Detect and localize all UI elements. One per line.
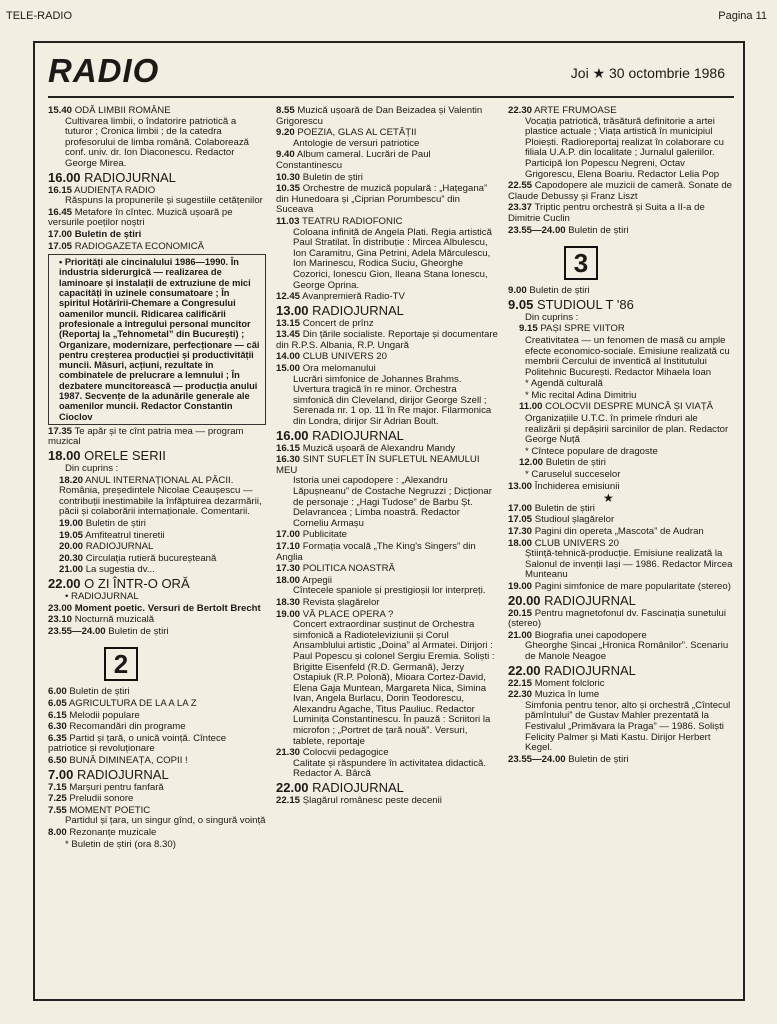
program-time: 20.15 (508, 607, 533, 619)
section-title: RADIO (48, 52, 160, 89)
program-entry (48, 840, 266, 851)
program-description: Antologie de versuri patriotice (293, 137, 420, 149)
program-title: Partid și țară, o unică voință. Cîntece patriotice și revoluționare (48, 732, 227, 755)
program-entry (276, 444, 498, 455)
program-entry (48, 734, 266, 755)
program-title: Nocturnă muzicală (74, 614, 155, 626)
program-entry (48, 519, 266, 530)
program-entry (48, 592, 266, 603)
program-entry (508, 286, 734, 297)
program-title: RADIOJURNAL (544, 662, 636, 678)
program-title: Te apăr și te cînt patria mea — program muzical (48, 425, 244, 448)
program-time: 16.00 (48, 169, 81, 185)
program-time: 16.15 (48, 184, 73, 196)
program-entry (508, 690, 734, 754)
program-time: 12.00 (519, 457, 544, 469)
program-entry (508, 336, 734, 378)
program-title: Melodii populare (69, 709, 140, 721)
program-entry (48, 554, 266, 565)
program-description: Răspuns la propunerile și sugestiile cetățenilor (65, 195, 263, 207)
program-time: 8.00 (48, 826, 67, 838)
program-entry (48, 449, 266, 463)
program-entry (276, 173, 498, 184)
program-entry (508, 391, 734, 402)
program-entry (48, 711, 266, 722)
program-time: 16.00 (276, 427, 309, 443)
program-time: 9.20 (276, 127, 295, 139)
program-title: Muzică ușoară de Dan Beizadea și Valentin Grigorescu (276, 105, 483, 127)
program-note: * Cîntece populare de dragoste (525, 445, 658, 457)
program-time: 18.00 (508, 537, 533, 549)
program-title: Muzică ușoară de Alexandru Mandy (302, 442, 456, 454)
program-description: Istoria unei capodopere : „Alexandru Lăpușneanu” de Costache Negruzzi ; Dicționar de personaje : „Hagi Tudose” de Barbu Șt. Delavrancea ; Limba noastră. Redactor Corneliu Armașu (293, 475, 492, 529)
program-title: POLITICA NOASTRĂ (302, 563, 395, 575)
program-title: RADIOJURNAL (76, 766, 169, 782)
program-entry (276, 150, 498, 171)
program-entry (276, 106, 498, 127)
program-entry (276, 128, 498, 149)
day-number-box: 2 (104, 647, 138, 681)
day-number-box: 3 (564, 246, 598, 280)
program-time: 17.05 (508, 514, 533, 526)
program-title: Publicitate (302, 529, 347, 541)
program-time: 13.45 (276, 329, 301, 341)
program-title: RADIOJURNAL (312, 780, 404, 796)
program-title: Arpegii (302, 574, 333, 586)
program-title: Studioul șlagărelor (534, 514, 615, 526)
program-time: 22.30 (508, 105, 533, 116)
program-time: 13.00 (508, 480, 533, 492)
program-description: Partidul și țara, un singur gînd, o singură voință (65, 815, 266, 827)
program-description: Lucrări simfonice de Johannes Brahms. Uvertura tragică în re minor. Orchestra simfonică din Cleveland, dirijor George Szell ; Serenada nr. 1 op. 11 în Re major. Filarmonica din Londra, dirijor Sir Adrian Boult. (293, 373, 492, 428)
program-time: 6.15 (48, 709, 67, 721)
program-time: 11.03 (276, 215, 300, 227)
program-time: 22.15 (508, 677, 533, 689)
program-title: Din țările socialiste. Reportaje și documentare din R.P.S. Albania, R.P. Ungară (276, 329, 498, 351)
program-time: 23.55—24.00 (48, 625, 106, 637)
program-entry (508, 755, 734, 766)
program-box-text: • Priorități ale cincinalului 1986—1990. În industria siderurgică — realizarea de laminoare și instalații de extruziune de mici capacități în uzinele consumatoare ; În spiritul Hotărîrii-Chemare a Congresului oamenilor muncii. Ridicarea calificării profesionale a întregului personal muncitor (Reportaj la „Tehnometal” din București) ; Organizare, modernizare, perfecționare — căi pentru creșterea producției și productivității muncii. Măsuri, acțiuni, rezultate în combinatele de prelucrare a lemnului ; În dezbatere muncitorească — producția anului 1987. Secvențe de la adunările generale ale oamenilor muncii. Redactor Constantin Cioclov (48, 254, 266, 425)
program-time: 17.30 (276, 563, 301, 575)
program-time: 13.00 (276, 302, 309, 318)
page-header (0, 6, 777, 28)
program-time: 8.55 (276, 105, 295, 116)
program-entry (48, 171, 266, 185)
program-title: Revista șlagărelor (302, 596, 380, 608)
program-title: RADIOJURNAL (544, 592, 636, 608)
program-title: Buletin de știri (85, 518, 146, 530)
program-time: 6.00 (48, 686, 67, 698)
program-entry (276, 610, 498, 748)
program-title: RADIOJURNAL (84, 169, 176, 185)
program-time: 10.30 (276, 171, 301, 183)
program-time: 20.00 (508, 592, 541, 608)
program-title: PAȘI SPRE VIITOR (540, 323, 625, 335)
program-title: Pagini din opereta „Mascota” de Audran (534, 526, 704, 537)
program-time: 22.30 (508, 689, 533, 701)
program-entry (508, 414, 734, 446)
program-time: 9.05 (508, 296, 534, 312)
program-time: 7.25 (48, 793, 67, 805)
program-entry (48, 783, 266, 794)
program-time: 7.55 (48, 804, 67, 816)
program-time: 23.00 (48, 602, 73, 614)
program-entry (508, 482, 734, 493)
program-time: 23.55—24.00 (508, 753, 566, 765)
program-description: Concert extraordinar susținut de Orchestra simfonică a Radioteleviziunii și Corul Ansamblului artistic „Doina” al Armatei. Dirijori : Paul Popescu și colonel Sergiu Eremia. Soliști : Brigitte Eisenfeld (R.D. Germană), Jerzy Ostapiuk (R.P. Polonă), Mioara Cortez-David, Elena Gaja Muntean, Margareta Nica, Simina Ivan, Angela Burlacu, Dorin Teodorescu, Alexandru Agache, Titus Pauliuc. Redactor Luminița Constantinescu. În pauză : Scriitori la microfon ; „Portret de țară nouă”. Versuri, tablete, reportaje (293, 619, 495, 747)
publication-name: TELE-RADIO (6, 10, 73, 22)
program-time: 18.20 (59, 474, 84, 486)
program-entry (276, 781, 498, 795)
program-title: Colocvii pedagogice (302, 747, 389, 759)
program-title: MOMENT POETIC (69, 804, 151, 816)
program-entry (276, 576, 498, 597)
program-time: 16.45 (48, 206, 73, 218)
program-time: 6.30 (48, 721, 67, 733)
program-entry (276, 184, 498, 216)
program-entry (48, 531, 266, 542)
program-entry (48, 542, 266, 553)
program-title: Avanpremieră Radio-TV (302, 291, 405, 303)
program-entry (48, 794, 266, 805)
program-title: RADIOGAZETA ECONOMICĂ (74, 240, 205, 252)
program-time: 15.40 (48, 105, 73, 116)
program-description: Simfonia pentru tenor, alto și orchestră „Cîntecul pămîntului” de Gustav Mahler prezentată la Festivalul „Primăvara la Praga” — 1986. Soliști Felicity Palmer și Mati Kastu. Dirijor Herbert Kegel. (525, 699, 731, 754)
program-entry (48, 242, 266, 253)
program-time: 15.00 (276, 363, 301, 375)
program-title: POEZIA, GLAS AL CETĂȚII (297, 127, 417, 139)
program-title: Pentru magnetofonul dv. Fascinația sunetului (stereo) (508, 607, 726, 630)
program-time: 18.00 (276, 574, 301, 586)
program-title: Buletin de știri (74, 228, 142, 240)
program-entry (508, 527, 734, 538)
program-description: Vocația patriotică, trăsătură definitorie a artei plastice actuale ; Viața artistică în municipiul Ploiești. Radioreportaj realizat în colaborare cu filiala U.A.P. din localitate ; Jurnalul galeriilor. Participă Ion Popescu Negreni, Octav Grigorescu, Elena Boariu. Redactor Lelia Pop (525, 115, 724, 180)
program-description: Coloana infinită de Angela Plati. Regia artistică Paul Stratilat. În distribuție : Mircea Albulescu, Ion Caramitru, Gina Petrini, Adela Mărculescu, Ion Marinescu, Rodica Suciu, Gheorghe Cozorici, Ionescu Gion, Ileana Stana Ionescu, George Oprina. (293, 226, 492, 291)
program-time: 9.40 (276, 149, 295, 161)
program-entry (276, 319, 498, 330)
program-note: * Caruselul succeselor (525, 469, 621, 481)
program-entry (48, 828, 266, 839)
program-title: ARTE FRUMOASE (534, 105, 617, 116)
program-entry (48, 577, 266, 591)
program-title: Buletin de știri (302, 171, 363, 183)
issue-date: Joi ★ 30 octombrie 1986 (570, 65, 725, 81)
program-entry (508, 609, 734, 630)
program-time: 21.00 (508, 629, 533, 641)
program-entry (48, 699, 266, 710)
program-entry (276, 429, 498, 443)
program-time: 17.30 (508, 526, 533, 537)
program-entry (508, 203, 734, 224)
program-time: 21.00 (59, 564, 84, 576)
program-time: 22.55 (508, 180, 533, 192)
program-title: Buletin de știri (534, 502, 595, 514)
program-time: 18.30 (276, 596, 301, 608)
program-title: Moment folcloric (534, 677, 605, 689)
program-entry (276, 352, 498, 363)
page-number: Pagina 11 (718, 10, 767, 22)
program-title: Preludii sonore (69, 793, 134, 805)
program-entry (508, 582, 734, 593)
program-description: Cultivarea limbii, o îndatorire patriotică a tuturor ; Cronica limbii ; de la catedra profesorului de limba română. Colaborează conf. univ. dr. Ion Diaconescu. Redactor George Mirea. (65, 115, 249, 169)
program-title: Marșuri pentru fanfară (69, 781, 164, 793)
program-title: Concert de prînz (302, 317, 374, 329)
program-time: 20.00 (59, 541, 84, 553)
program-time: 18.00 (48, 448, 81, 464)
program-entry (508, 664, 734, 678)
program-entry (276, 564, 498, 575)
program-title: Album cameral. Lucrări de Paul Constantinescu (276, 149, 431, 171)
program-time: 9.00 (508, 285, 527, 297)
program-entry (508, 594, 734, 608)
program-title: Buletin de știri (568, 753, 629, 765)
program-title: BUNĂ DIMINEAȚA, COPII ! (69, 754, 188, 766)
program-entry (48, 604, 266, 615)
program-entry (48, 722, 266, 733)
program-entry (276, 292, 498, 303)
title-rule (48, 96, 734, 98)
program-time: 13.15 (276, 317, 301, 329)
schedule-column-2 (276, 106, 498, 808)
program-entry (48, 230, 266, 241)
program-time: 19.00 (276, 608, 301, 620)
program-entry (276, 217, 498, 291)
schedule-column-1 (48, 106, 266, 851)
program-time: 16.15 (276, 442, 301, 454)
program-entry (276, 364, 498, 428)
program-time: 17.10 (276, 540, 301, 552)
program-entry (508, 631, 734, 663)
program-entry (508, 504, 734, 515)
program-entry (276, 542, 498, 563)
program-time: 6.50 (48, 754, 67, 766)
program-title: Capodopere ale muzicii de cameră. Sonate de Claude Debussy și Franz Liszt (508, 180, 733, 202)
program-title: Biografia unei capodopere (534, 629, 647, 641)
program-time: 22.00 (508, 662, 541, 678)
program-note: Creativitatea — un fenomen de masă cu ample efecte economico-sociale. Emisiune realizată cu membrii Cercului de inventică al Institutului Politehnic București. Redactor Mihaela Ioan (525, 334, 730, 378)
program-note: • RADIOJURNAL (65, 591, 139, 602)
program-title: CLUB UNIVERS 20 (302, 351, 387, 363)
program-note: Organizațiile U.T.C. în primele rînduri ale realizării și depășirii sarcinilor de plan. Redactor George Nuță (525, 413, 729, 446)
program-entry (48, 687, 266, 698)
program-note: Din cuprins : (525, 311, 579, 323)
program-entry (508, 402, 734, 413)
program-entry (48, 615, 266, 626)
program-entry (276, 796, 498, 807)
program-time: 23.37 (508, 202, 533, 214)
program-time: 22.00 (276, 780, 309, 796)
program-time: 19.00 (508, 580, 533, 592)
program-entry (508, 379, 734, 390)
program-description: Știință-tehnică-producție. Emisiune realizată la Salonul de invenții Iași — 1986. Redactor Mircea Munteanu (525, 548, 733, 581)
program-title: STUDIOUL T '86 (536, 296, 634, 312)
program-entry (48, 806, 266, 827)
program-title: AGRICULTURA DE LA A LA Z (68, 697, 197, 709)
program-title: TEATRU RADIOFONIC (301, 215, 403, 227)
program-title: Formația vocală „The King's Singers” din Anglia (276, 540, 476, 563)
program-time: 19.05 (59, 529, 84, 541)
program-entry (276, 304, 498, 318)
program-entry (48, 464, 266, 475)
program-entry (276, 530, 498, 541)
program-entry (48, 208, 266, 229)
program-entry (276, 748, 498, 780)
program-time: 23.10 (48, 614, 73, 626)
program-title: Rezonanțe muzicale (69, 826, 157, 838)
program-time: 17.05 (48, 240, 73, 252)
program-time: 7.00 (48, 766, 74, 782)
program-description: Gheorghe Șincai „Hronica Românilor”. Scenariu de Manole Neagoe (525, 640, 729, 662)
program-title: ORELE SERII (84, 448, 166, 464)
program-title: Buletin de știri (545, 457, 606, 469)
program-title: Buletin de știri (108, 625, 169, 637)
program-title: VĂ PLACE OPERA ? (302, 608, 394, 620)
program-title: Buletin de știri (69, 686, 130, 698)
program-title: ANUL INTERNAȚIONAL AL PĂCII. România, președintele Nicolae Ceaușescu — contribuții inestimabile la înfăptuirea dezarmării, păcii și colaborării internaționale. Comentarii. (59, 474, 262, 518)
program-entry (48, 106, 266, 170)
program-time: 17.00 (508, 502, 533, 514)
program-title: RADIOJURNAL (312, 427, 404, 443)
program-title: CLUB UNIVERS 20 (534, 537, 619, 549)
program-time: 10.35 (276, 183, 301, 195)
program-entry (276, 455, 498, 529)
program-entry (48, 565, 266, 576)
program-title: RADIOJURNAL (312, 302, 404, 318)
program-title: O ZI ÎNTR-O ORĂ (84, 576, 190, 591)
program-entry (508, 679, 734, 690)
program-title: Muzica în lume (534, 689, 600, 701)
program-title: Buletin de știri (568, 224, 629, 236)
program-title: Circulația rutieră bucureșteană (85, 552, 217, 564)
program-entry (508, 313, 734, 324)
program-note: * Mic recital Adina Dimitriu (525, 389, 637, 401)
program-note: Din cuprins : (65, 463, 119, 475)
program-time: 9.15 (519, 323, 538, 335)
program-title: Recomandări din programe (69, 721, 186, 733)
program-title: Orchestre de muzică populară : „Hațegana” din Hunedoara și „Ciprian Porumbescu” din Suceava (276, 183, 488, 216)
program-entry (508, 539, 734, 581)
program-entry (276, 330, 498, 351)
program-time: 6.05 (48, 697, 67, 709)
program-time: 14.00 (276, 351, 301, 363)
program-description: Cîntecele spaniole și prestigioșii lor interpreți. (293, 585, 486, 597)
program-entry (48, 768, 266, 782)
program-time: 22.00 (48, 576, 81, 591)
schedule-column-3 (508, 106, 734, 766)
program-entry (508, 226, 734, 237)
program-time: 19.00 (59, 518, 84, 530)
program-title: Triptic pentru orchestră și Suita a II-a de Dimitrie Cuclin (508, 202, 705, 224)
program-entry (508, 106, 734, 180)
program-entry (508, 324, 734, 335)
program-title: Buletin de știri (529, 285, 590, 297)
program-title: Închiderea emisiunii (534, 480, 620, 492)
program-entry (48, 476, 266, 518)
program-entry (48, 427, 266, 448)
program-title: Metafore în cîntec. Muzică ușoară pe versurile poeților noștri (48, 206, 233, 229)
program-title: Moment poetic. Versuri de Bertolt Brecht (74, 602, 261, 614)
program-time: 16.30 (276, 454, 301, 466)
program-entry (508, 447, 734, 458)
program-entry (508, 298, 734, 312)
program-time: 17.35 (48, 425, 73, 437)
program-title: RADIOJURNAL (85, 541, 154, 553)
program-time: 7.15 (48, 781, 67, 793)
program-entry (508, 458, 734, 469)
program-description: Calitate și răspundere în activitatea didactică. Redactor A. Bârcă (293, 757, 487, 780)
program-title: La sugestia dv... (85, 564, 155, 576)
program-time: 17.00 (48, 228, 73, 240)
program-note: * Agendă culturală (525, 378, 603, 390)
program-entry (276, 598, 498, 609)
program-entry (48, 627, 266, 638)
program-title: Amfiteatrul tineretii (85, 529, 165, 541)
program-title: SINT SUFLET ÎN SUFLETUL NEAMULUI MEU (276, 454, 480, 476)
program-time: 22.15 (276, 795, 301, 807)
program-time: 23.55—24.00 (508, 224, 566, 236)
program-title: Ora melomanului (302, 363, 376, 375)
program-title: AUDIENȚA RADIO (74, 184, 156, 196)
program-title: COLOCVII DESPRE MUNCĂ ȘI VIAȚĂ (545, 401, 714, 413)
program-title: Pagini simfonice de mare popularitate (stereo) (534, 580, 731, 592)
program-entry (48, 756, 266, 767)
program-title: Șlagărul românesc peste decenii (302, 795, 442, 807)
program-time: 20.30 (59, 552, 84, 564)
program-entry (508, 470, 734, 481)
program-time: 17.00 (276, 529, 301, 541)
program-note: * Buletin de știri (ora 8.30) (65, 838, 176, 850)
program-title: ODĂ LIMBII ROMÂNE (74, 105, 171, 116)
program-entry (508, 181, 734, 202)
program-time: 12.45 (276, 291, 301, 303)
program-entry (508, 515, 734, 526)
program-time: 11.00 (519, 401, 543, 413)
program-time: 21.30 (276, 747, 301, 759)
program-entry (48, 186, 266, 207)
separator-star: ★ (603, 491, 614, 506)
program-time: 6.35 (48, 732, 67, 744)
